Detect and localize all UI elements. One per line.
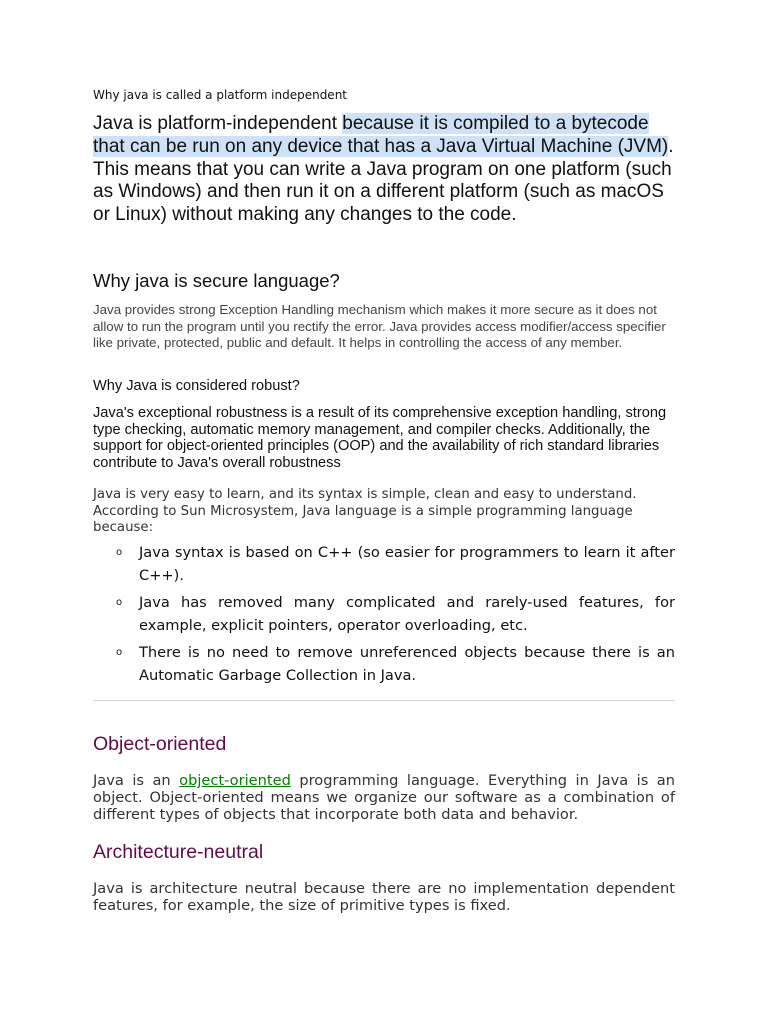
object-oriented-text-start: Java is an — [93, 772, 180, 789]
secure-heading: Why java is secure language? — [93, 270, 340, 291]
architecture-neutral-paragraph: Java is architecture neutral because there are no implementation dependent features, for example, the size of primitive types is fixed. — [93, 880, 675, 914]
architecture-neutral-heading: Architecture-neutral — [93, 841, 264, 863]
list-item-text: There is no need to remove unreferenced objects because there is an Automatic Garbage Collection in Java. — [139, 644, 675, 684]
robust-paragraph: Java's exceptional robustness is a result of its comprehensive exception handling, strong type checking, automatic memory management, and compiler checks. Additionally, the support for object-oriented principles (OOP) and the availability of rich standard libraries contribute to Java's overall robustness — [93, 405, 667, 471]
robust-heading: Why Java is considered robust? — [93, 378, 300, 394]
document-title: Why java is called a platform independent — [93, 88, 348, 102]
intro-paragraph — [93, 113, 678, 227]
intro-text-end: . This means that you can write a Java program on one platform (such as Windows) and then run it on a different platform (such as macOS or Linux) without making any changes to the code. — [93, 135, 674, 226]
list-item — [93, 591, 675, 637]
section-divider — [93, 700, 675, 701]
list-item — [93, 541, 675, 587]
object-oriented-link[interactable]: object-oriented — [179, 772, 291, 789]
simple-paragraph: Java is very easy to learn, and its syntax is simple, clean and easy to understand. According to Sun Microsystem, Java language is a simple programming language because: — [93, 487, 637, 535]
secure-paragraph: Java provides strong Exception Handling mechanism which makes it more secure as it does not allow to run the program until you rectify the error. Java provides access modifier/access specifier like private, protected, public and default. It helps in controlling the access of any member. — [93, 302, 666, 351]
bullet-circle-icon: o — [116, 597, 123, 608]
object-oriented-text-end: programming language. Everything in Java is an object. Object-oriented means we organize our software as a combination of different types of objects that incorporate both data and behavior. — [93, 772, 675, 823]
bullet-circle-icon: o — [116, 547, 123, 558]
object-oriented-paragraph — [93, 772, 675, 823]
list-item-text: Java syntax is based on C++ (so easier for programmers to learn it after C++). — [139, 544, 675, 584]
intro-highlighted-text[interactable]: because it is compiled to a bytecode that can be run on any device that has a Java Virtual Machine (JVM) — [93, 113, 669, 157]
intro-text-start: Java is platform-independent — [93, 113, 343, 134]
list-item-text: Java has removed many complicated and rarely-used features, for example, explicit pointers, operator overloading, etc. — [139, 594, 675, 634]
simple-bullet-list — [93, 541, 675, 691]
bullet-circle-icon: o — [116, 647, 123, 658]
list-item — [93, 641, 675, 687]
object-oriented-heading: Object-oriented — [93, 733, 227, 755]
